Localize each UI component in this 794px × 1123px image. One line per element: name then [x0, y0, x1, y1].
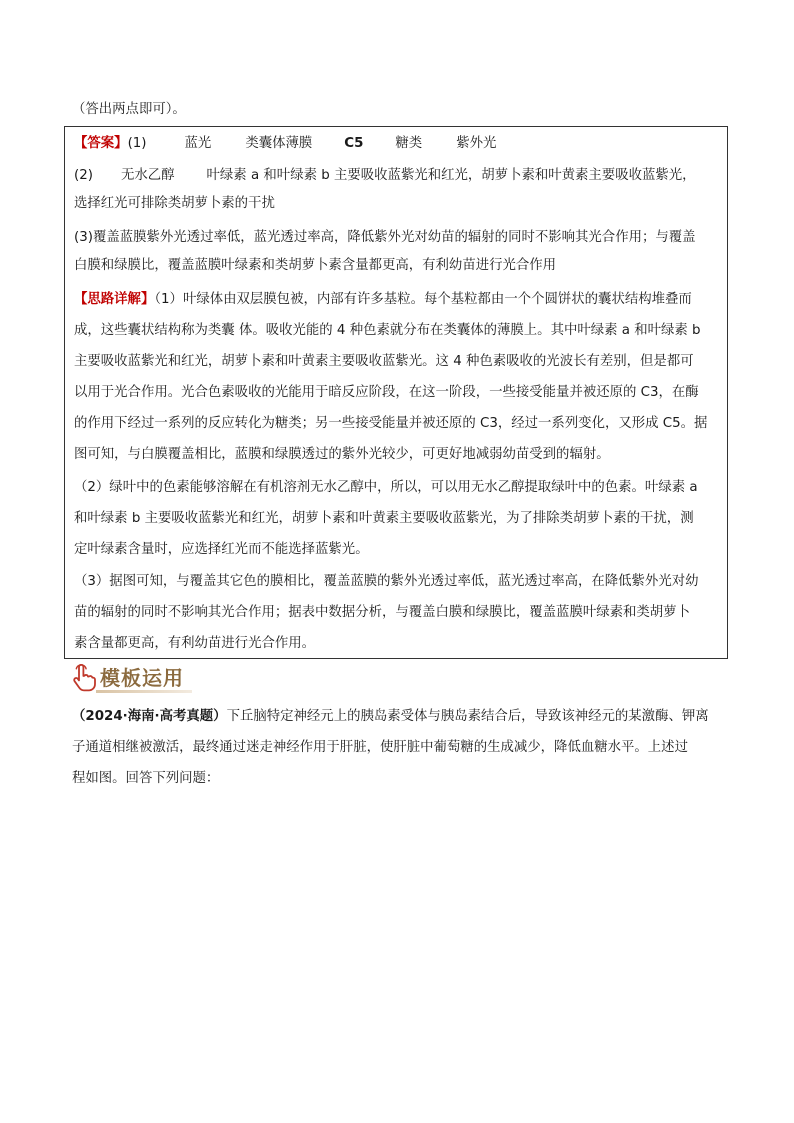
answer-q3-line-2: 白膜和绿膜比，覆盖蓝膜叶绿素和类胡萝卜素含量都更高，有利幼苗进行光合作用	[74, 258, 557, 273]
pointing-hand-icon	[70, 664, 96, 692]
analysis-p1-line-4: 以用于光合作用。光合色素吸收的光能用于暗反应阶段，在这一阶段，一些接受能量并被还原的 C3，在酶	[74, 385, 699, 400]
analysis-p3-line-2: 苗的辐射的同时不影响其光合作用；据表中数据分析，与覆盖白膜和绿膜比，覆盖蓝膜叶绿素和类胡萝卜	[74, 605, 690, 620]
analysis-p1-line-2: 成，这些囊状结构称为类囊 体。吸收光能的 4 种色素就分布在类囊体的薄膜上。其中叶绿素 a 和叶绿素 b	[74, 323, 701, 338]
analysis-p1-line-3: 主要吸收蓝紫光和红光，胡萝卜素和叶黄素主要吸收蓝紫光。这 4 种色素吸收的光波长有差别，但是都可	[74, 354, 694, 369]
answer-q2-part-a: 无水乙醇	[120, 168, 175, 183]
answer-q2-part-b: 叶绿素 a 和叶绿素 b 主要吸收蓝紫光和红光，胡萝卜素和叶黄素主要吸收蓝紫光，	[206, 168, 696, 183]
section-title: 模板运用	[100, 666, 184, 690]
answer-tag: 【答案】	[74, 136, 128, 151]
analysis-p1-text: （1）叶绿体由双层膜包被，内部有许多基粒。每个基粒都由一个个圆饼状的囊状结构堆叠而	[154, 292, 692, 307]
question-source: （2024·海南·高考真题）	[72, 709, 227, 724]
question-text: 下丘脑特定神经元上的胰岛素受体与胰岛素结合后，导致该神经元的某激酶、钾离	[226, 709, 709, 724]
answer-box	[64, 126, 728, 659]
analysis-p3-line-3: 素含量都更高，有利幼苗进行光合作用。	[74, 636, 316, 651]
answer-q1-line	[74, 134, 496, 154]
answer-q2-line-2: 选择红光可排除类胡萝卜素的干扰	[74, 196, 275, 211]
intro-tail: （答出两点即可）。	[72, 102, 186, 117]
answer-q1-item-2: 类囊体薄膜	[245, 136, 313, 151]
section-heading	[70, 664, 200, 694]
analysis-p2-line-2: 和叶绿素 b 主要吸收蓝紫光和红光，胡萝卜素和叶黄素主要吸收蓝紫光，为了排除类胡萝卜素的干扰，测	[74, 511, 694, 526]
answer-q3-line-1: (3)覆盖蓝膜紫外光透过率低，蓝光透过率高，降低紫外光对幼苗的辐射的同时不影响其光合作用；与覆盖	[74, 230, 696, 245]
question-line-2: 子通道相继被激活，最终通过迷走神经作用于肝脏，使肝脏中葡萄糖的生成减少，降低血糖水平。上述过	[72, 740, 688, 755]
analysis-tag: 【思路详解】	[74, 292, 155, 307]
analysis-p2-line-3: 定叶绿素含量时，应选择红光而不能选择蓝紫光。	[74, 542, 369, 557]
analysis-p1-line-1	[74, 290, 692, 310]
answer-q1-item-5: 紫外光	[456, 136, 497, 151]
analysis-p2-line-1: （2）绿叶中的色素能够溶解在有机溶剂无水乙醇中，所以，可以用无水乙醇提取绿叶中的色素。叶绿素 a	[74, 480, 698, 495]
answer-q1-item-3: C5	[344, 136, 364, 151]
question-line-3: 程如图。回答下列问题：	[72, 771, 220, 786]
analysis-p1-line-5: 的作用下经过一系列的反应转化为糖类；另一些接受能量并被还原的 C3，经过一系列变化，又形成 C5。据	[74, 416, 708, 431]
answer-q2-line	[74, 166, 696, 186]
analysis-p1-line-6: 图可知，与白膜覆盖相比，蓝膜和绿膜透过的紫外光较少，可更好地减弱幼苗受到的辐射。	[74, 447, 610, 462]
analysis-p3-line-1: （3）据图可知，与覆盖其它色的膜相比，覆盖蓝膜的紫外光透过率低，蓝光透过率高，在降低紫外光对幼	[74, 574, 699, 589]
question-line-1	[72, 707, 709, 727]
answer-q2-number: (2)	[74, 168, 93, 183]
answer-q1-item-1: 蓝光	[184, 136, 212, 151]
answer-q1-item-4: 糖类	[395, 136, 423, 151]
answer-q1-number: (1)	[127, 136, 147, 151]
